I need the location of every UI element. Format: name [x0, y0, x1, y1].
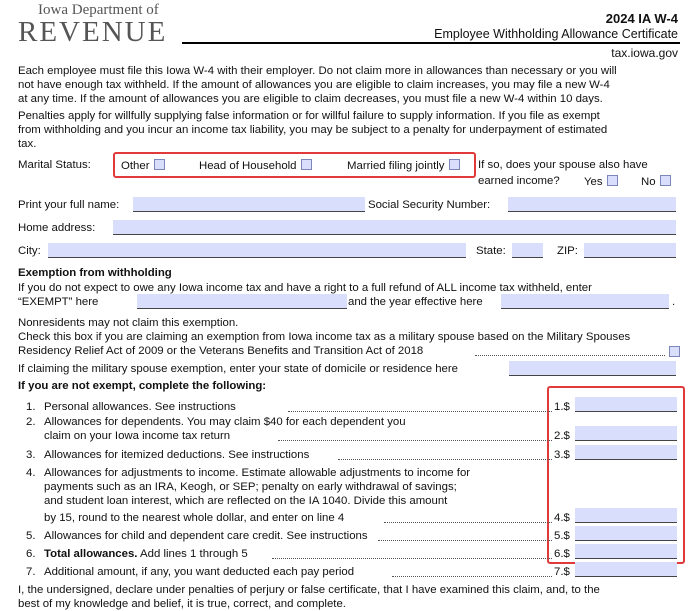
line-text [44, 548, 248, 561]
nonresident-note: Nonresidents may not claim this exemption. [18, 317, 239, 329]
total-text: Add lines 1 through 5 [137, 548, 248, 560]
marital-mfj[interactable] [347, 159, 460, 173]
line-1-field[interactable] [575, 397, 677, 412]
state-field[interactable] [512, 243, 543, 258]
address-label: Home address: [18, 222, 96, 234]
hoh-checkbox[interactable] [301, 159, 312, 170]
city-field[interactable] [48, 243, 466, 258]
dot-leader [272, 558, 552, 559]
line-text: and student loan interest, which are reflected on the IA 1040. Divide this amount [44, 495, 448, 507]
year-effective-field[interactable] [501, 294, 669, 309]
dot-leader [392, 576, 552, 577]
dept-small: Iowa Department of [38, 2, 159, 18]
spouse-question-2: earned income? [478, 175, 560, 187]
intro-line: not have enough tax withheld. If the amount of allowances you are eligible to claim increases, you may file a new W-4 [18, 79, 610, 91]
line-number: 6. [26, 548, 36, 560]
line-7-field[interactable] [575, 562, 677, 577]
zip-label: ZIP: [557, 245, 578, 257]
intro-line: Each employee must file this Iowa W-4 with their employer. Do not claim more in allowances than necessary or you will [18, 65, 617, 77]
dot-leader [338, 459, 552, 460]
dot-leader [378, 540, 552, 541]
line-code: 1.$ [554, 401, 570, 413]
total-label: Total allowances. [44, 548, 138, 560]
other-checkbox[interactable] [154, 159, 165, 170]
zip-field[interactable] [584, 243, 676, 258]
marital-mfj-label: Married filing jointly [347, 160, 445, 172]
line-code: 7.$ [554, 566, 570, 578]
marital-other[interactable] [121, 159, 165, 173]
marital-label: Marital Status: [18, 159, 91, 171]
exemption-text: If you do not expect to owe any Iowa income tax and have a right to a full refund of ALL income tax withheld, enter [18, 282, 592, 294]
line-number: 2. [26, 416, 36, 428]
form-id: 2024 IA W-4 [605, 11, 678, 26]
dot-leader [475, 355, 665, 356]
line-number: 5. [26, 530, 36, 542]
yes-checkbox[interactable] [607, 175, 618, 186]
domicile-label: If claiming the military spouse exemption, enter your state of domicile or residence here [18, 363, 459, 375]
dot-leader [288, 411, 552, 412]
spouse-no[interactable] [641, 175, 671, 189]
ssn-label: Social Security Number: [368, 199, 491, 211]
line-code: 5.$ [554, 530, 570, 542]
line-text: Personal allowances. See instructions [44, 401, 236, 413]
ssn-field[interactable] [508, 197, 676, 212]
line-text: Allowances for adjustments to income. Estimate allowable adjustments to income for [44, 467, 471, 479]
line-text: Allowances for itemized deductions. See instructions [44, 449, 310, 461]
line-text: by 15, round to the nearest whole dollar, and enter on line 4 [44, 512, 345, 524]
military-text: Check this box if you are claiming an exemption from Iowa income tax as a military spouse based on the Military Spouses [18, 331, 631, 343]
declaration-text: I, the undersigned, declare under penalties of perjury or false certificate, that I have examined this claim, and, to the [18, 584, 600, 596]
spouse-no-label: No [641, 176, 656, 188]
exempt-field[interactable] [137, 294, 347, 309]
address-field[interactable] [113, 220, 676, 235]
line-2-field[interactable] [575, 426, 677, 441]
line-code: 4.$ [554, 512, 570, 524]
website: tax.iowa.gov [611, 46, 678, 60]
line-number: 7. [26, 566, 36, 578]
military-text-2: Residency Relief Act of 2009 or the Veterans Benefits and Transition Act of 2018 [18, 345, 424, 357]
dot-leader [278, 440, 552, 441]
marital-other-label: Other [121, 160, 150, 172]
line-code: 3.$ [554, 449, 570, 461]
marital-hoh[interactable] [199, 159, 312, 173]
penalty-line: tax. [18, 138, 37, 150]
military-spouse-checkbox[interactable] [669, 346, 680, 357]
line-text: payments such as an IRA, Keogh, or SEP; penalty on early withdrawal of savings; [44, 481, 457, 493]
city-label: City: [18, 245, 41, 257]
line-code: 2.$ [554, 430, 570, 442]
dot-leader [384, 522, 552, 523]
line-number: 4. [26, 467, 36, 479]
no-checkbox[interactable] [660, 175, 671, 186]
allowances-heading: If you are not exempt, complete the following: [18, 380, 267, 392]
line-text: claim on your Iowa income tax return [44, 430, 231, 442]
mfj-checkbox[interactable] [449, 159, 460, 170]
exemption-heading: Exemption from withholding [18, 267, 172, 279]
domicile-field[interactable] [509, 361, 676, 376]
line-text: Allowances for child and dependent care credit. See instructions [44, 530, 368, 542]
name-label: Print your full name: [18, 199, 120, 211]
header-rule [182, 42, 680, 44]
full-name-field[interactable] [133, 197, 365, 212]
line-number: 1. [26, 401, 36, 413]
penalty-line: from withholding and you incur an income tax liability, you may be subject to a penalty for underpayment of estimated [18, 124, 608, 136]
line-text: Allowances for dependents. You may claim $40 for each dependent you [44, 416, 406, 428]
intro-line: at any time. If the amount of allowances you are eligible to claim decreases, you must file a new W-4 within 10 days. [18, 93, 603, 105]
line-number: 3. [26, 449, 36, 461]
line-5-field[interactable] [575, 526, 677, 541]
line-text: Additional amount, if any, you want deducted each pay period [44, 566, 355, 578]
line-6-field[interactable] [575, 544, 677, 559]
penalty-line: Penalties apply for willfully supplying false information or for willful failure to supply information. If you file as exempt [18, 110, 600, 122]
year-label: and the year effective here [348, 296, 483, 308]
marital-hoh-label: Head of Household [199, 160, 297, 172]
period: . [672, 296, 676, 308]
spouse-question: If so, does your spouse also have [478, 159, 648, 171]
spouse-yes[interactable] [584, 175, 618, 189]
line-code: 6.$ [554, 548, 570, 560]
declaration-text-2: best of my knowledge and belief, it is true, correct, and complete. [18, 598, 346, 610]
exempt-label: “EXEMPT” here [18, 296, 99, 308]
dept-logo: REVENUE [18, 16, 168, 48]
line-3-field[interactable] [575, 445, 677, 460]
line-4-field[interactable] [575, 508, 677, 523]
spouse-yes-label: Yes [584, 176, 603, 188]
form-title: Employee Withholding Allowance Certificate [434, 27, 678, 41]
state-label: State: [476, 245, 506, 257]
